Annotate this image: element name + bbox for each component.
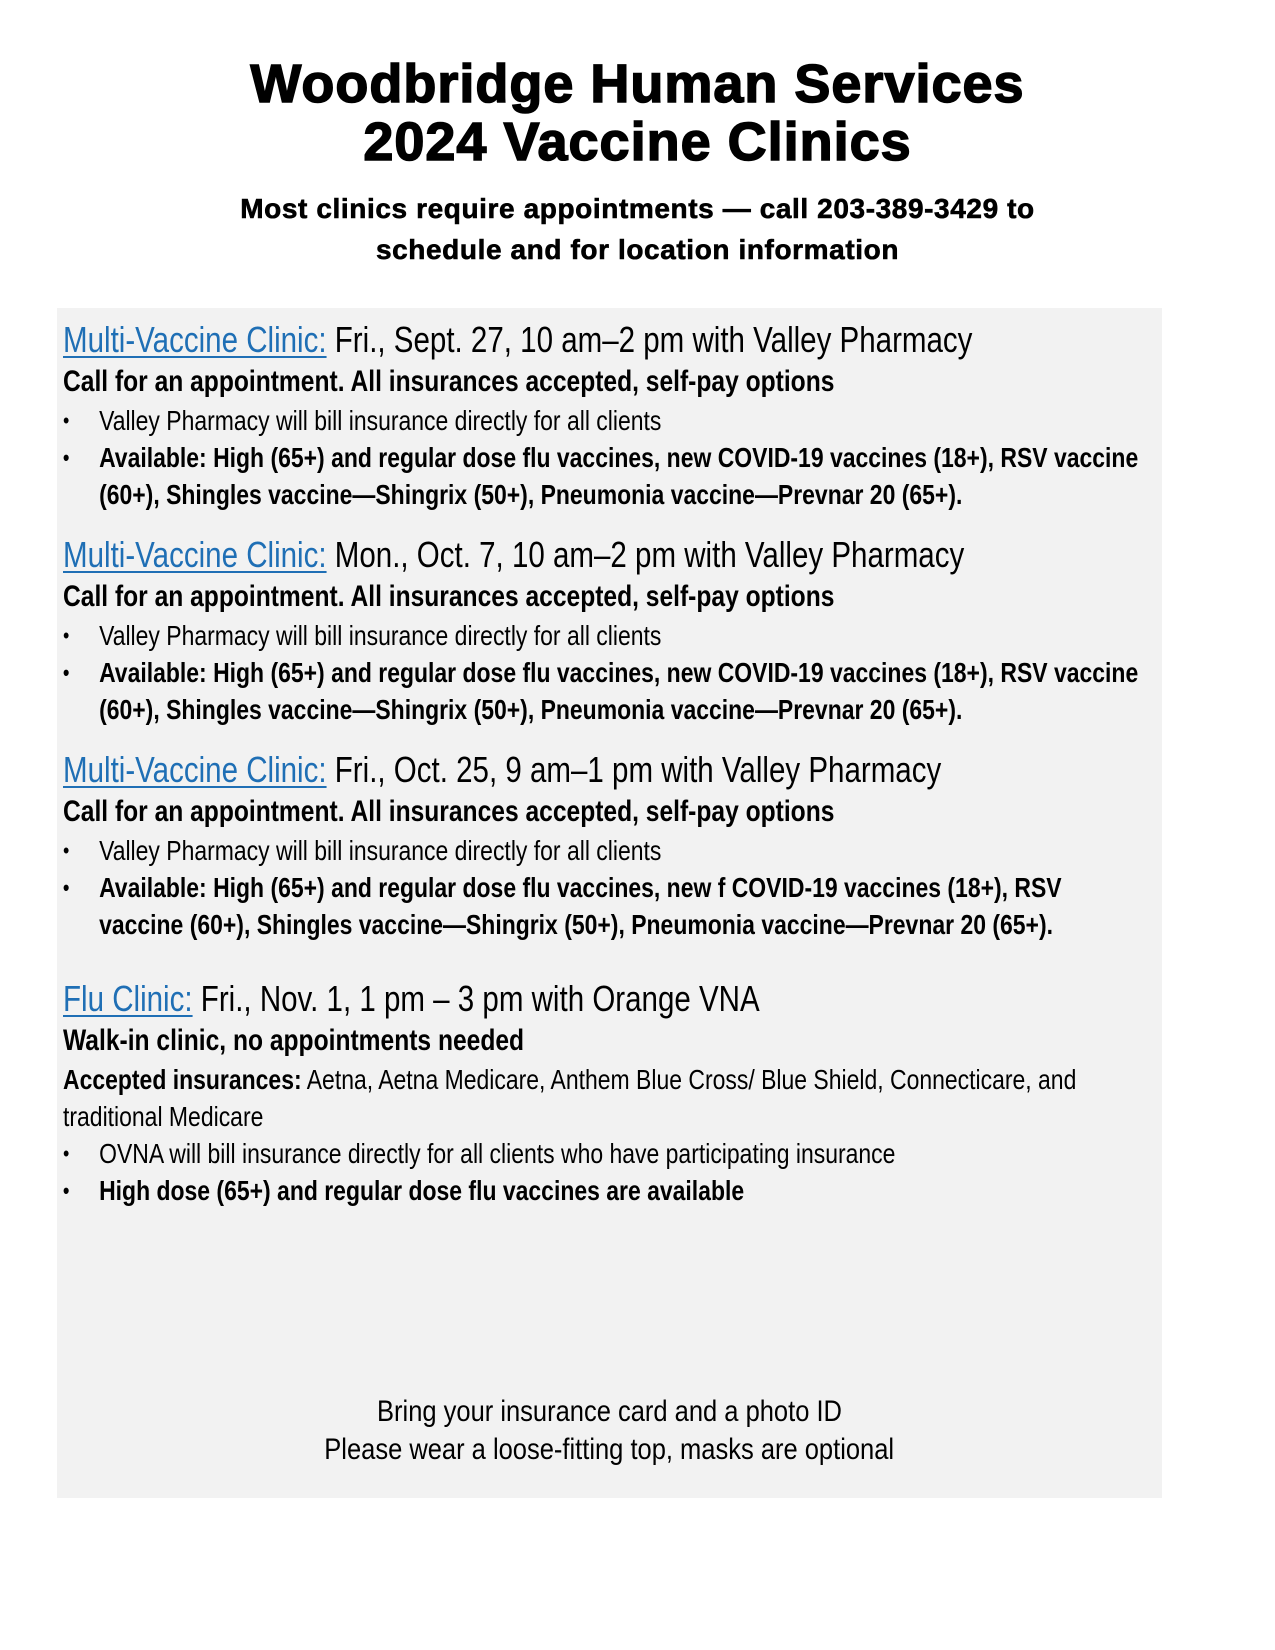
footer-line-2: Please wear a loose-fitting top, masks are optional [324, 1433, 895, 1466]
subtitle-line-1: Most clinics require appointments — call 203-389-3429 to [240, 193, 1035, 224]
bullet-item: • Valley Pharmacy will bill insurance directly for all clients [63, 832, 1145, 869]
footer-note [57, 1393, 1162, 1469]
flu-clinic-section [63, 977, 1145, 1209]
subtitle [0, 188, 1275, 270]
bullet-item: • Available: High (65+) and regular dose flu vaccines, new COVID-19 vaccines (18+), RSV vaccine (60+), Shingles vaccine—Shingrix (50+), Pneumonia vaccine—Prevnar 20 (65+). [63, 439, 1145, 513]
bullet-item: • Valley Pharmacy will bill insurance directly for all clients [63, 402, 1145, 439]
clinic-note: Call for an appointment. All insurances accepted, self-pay options [63, 795, 835, 828]
clinic-details: Fri., Nov. 1, 1 pm – 3 pm with Orange VNA [192, 978, 760, 1019]
clinic-note: Call for an appointment. All insurances accepted, self-pay options [63, 580, 835, 613]
clinic-link[interactable]: Multi-Vaccine Clinic: [63, 534, 327, 575]
flu-clinic-link[interactable]: Flu Clinic: [63, 978, 193, 1019]
clinic-section [63, 318, 1145, 513]
bullet-item: • Valley Pharmacy will bill insurance directly for all clients [63, 617, 1145, 654]
bullet-item: • Available: High (65+) and regular dose flu vaccines, new COVID-19 vaccines (18+), RSV vaccine (60+), Shingles vaccine—Shingrix (50+), Pneumonia vaccine—Prevnar 20 (65+). [63, 654, 1145, 728]
subtitle-line-2: schedule and for location information [375, 234, 900, 265]
title-line-1: Woodbridge Human Services [250, 54, 1025, 114]
clinic-details: Fri., Sept. 27, 10 am–2 pm with Valley Pharmacy [326, 319, 973, 360]
clinic-details: Mon., Oct. 7, 10 am–2 pm with Valley Pharmacy [326, 534, 965, 575]
clinic-link[interactable]: Multi-Vaccine Clinic: [63, 319, 327, 360]
title-line-2: 2024 Vaccine Clinics [363, 112, 912, 172]
bullet-item: • High dose (65+) and regular dose flu vaccines are available [63, 1172, 1145, 1209]
footer-line-1: Bring your insurance card and a photo ID [377, 1395, 842, 1428]
clinic-note: Walk-in clinic, no appointments needed [63, 1024, 525, 1057]
clinic-panel [57, 308, 1162, 1498]
clinic-link[interactable]: Multi-Vaccine Clinic: [63, 749, 327, 790]
accepted-text: Aetna, Aetna Medicare, Anthem Blue Cross/ Blue Shield, Connecticare, and traditional Medicare [63, 1064, 1077, 1132]
accepted-label: Accepted insurances: [63, 1064, 302, 1095]
bullet-item: • Available: High (65+) and regular dose flu vaccines, new f COVID-19 vaccines (18+), RSV vaccine (60+), Shingles vaccine—Shingrix (50+), Pneumonia vaccine—Prevnar 20 (65+). [63, 869, 1145, 943]
clinic-section [63, 748, 1145, 943]
document-title [0, 55, 1275, 171]
clinic-section [63, 533, 1145, 728]
bullet-item: • OVNA will bill insurance directly for all clients who have participating insurance [63, 1135, 1145, 1172]
clinic-note: Call for an appointment. All insurances accepted, self-pay options [63, 365, 835, 398]
clinic-details: Fri., Oct. 25, 9 am–1 pm with Valley Pharmacy [326, 749, 942, 790]
accepted-insurances [63, 1061, 1145, 1135]
